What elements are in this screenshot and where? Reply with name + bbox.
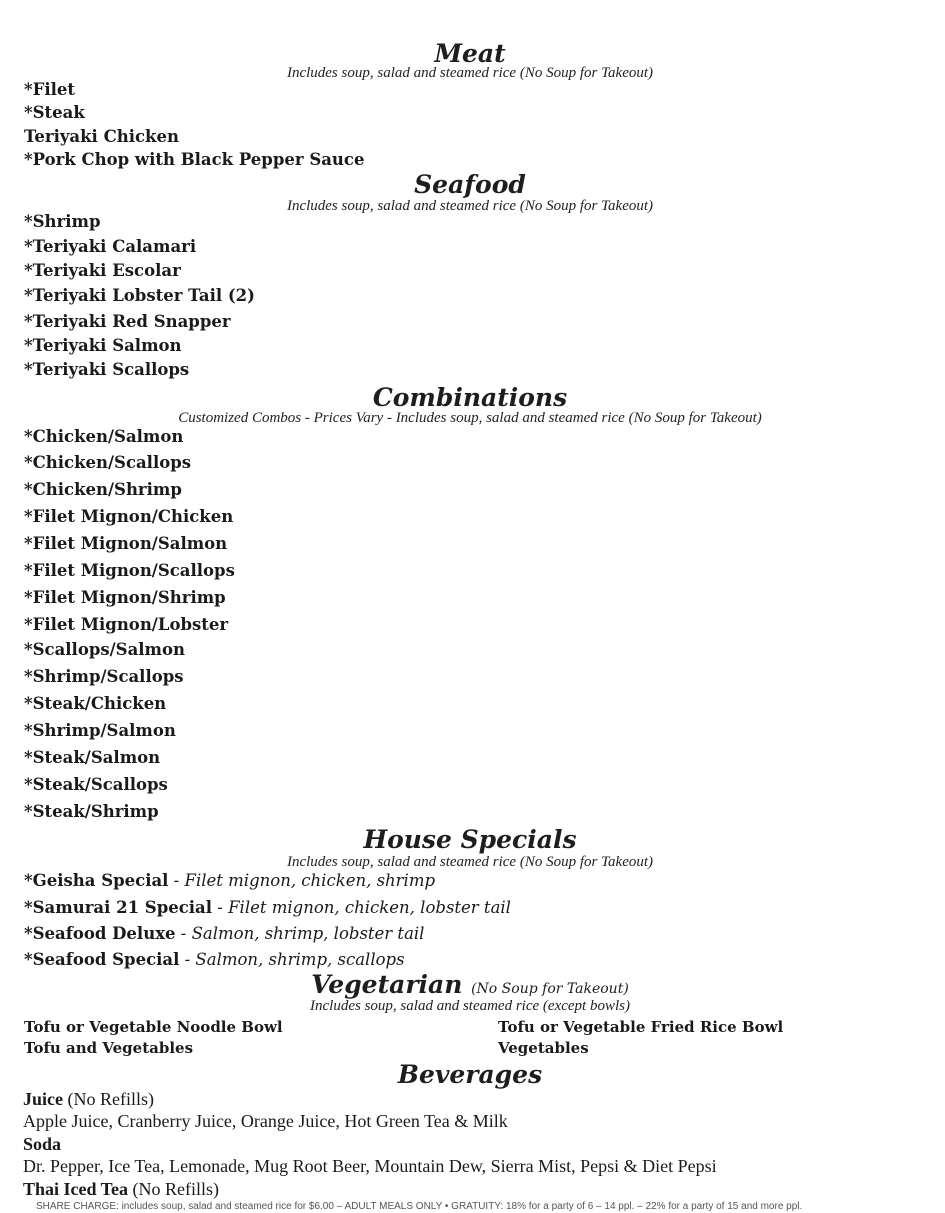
- meat-item-filet: *Filet: [24, 80, 75, 99]
- special-desc: - Salmon, shrimp, lobster tail: [175, 924, 425, 943]
- veg-item-noodle-bowl: Tofu or Vegetable Noodle Bowl: [24, 1018, 283, 1036]
- combo-item: *Filet Mignon/Chicken: [24, 507, 234, 526]
- vegetarian-title-note: (No Soup for Takeout): [471, 981, 629, 997]
- seafood-subtitle: Includes soup, salad and steamed rice (No Soup for Takeout): [286, 198, 654, 214]
- seafood-item-lobster-tail: *Teriyaki Lobster Tail (2): [24, 286, 255, 305]
- combo-item: *Steak/Salmon: [24, 748, 161, 767]
- special-desc: - Filet mignon, chicken, lobster tail: [212, 898, 511, 917]
- combo-item: *Scallops/Salmon: [24, 640, 186, 659]
- meat-item-pork-chop: *Pork Chop with Black Pepper Sauce: [24, 150, 365, 169]
- combo-item: *Chicken/Salmon: [24, 427, 184, 446]
- combo-item: *Steak/Chicken: [24, 694, 167, 713]
- meat-subtitle: Includes soup, salad and steamed rice (No Soup for Takeout): [286, 65, 654, 81]
- share-charge-footer: SHARE CHARGE: includes soup, salad and steamed rice for $6.00 – ADULT MEALS ONLY • GRATUITY: 18% for a party of 6 – 14 ppl. – 22% for a party of 15 and more ppl.: [36, 1201, 803, 1212]
- vegetarian-subtitle: Includes soup, salad and steamed rice (except bowls): [310, 998, 630, 1014]
- combo-item: *Steak/Shrimp: [24, 802, 159, 821]
- special-item-samurai: [24, 898, 511, 918]
- combo-item: *Shrimp/Scallops: [24, 667, 184, 686]
- combo-item: *Steak/Scallops: [24, 775, 168, 794]
- combo-item: *Shrimp/Salmon: [24, 721, 176, 740]
- combo-item: *Filet Mignon/Shrimp: [24, 588, 226, 607]
- special-name: *Seafood Deluxe: [24, 924, 176, 943]
- combinations-heading: Combinations: [372, 383, 568, 412]
- seafood-item-salmon: *Teriyaki Salmon: [24, 336, 182, 355]
- special-item-seafood-special: [24, 950, 405, 970]
- combo-item: *Filet Mignon/Scallops: [24, 561, 235, 580]
- veg-item-fried-rice-bowl: Tofu or Vegetable Fried Rice Bowl: [498, 1018, 784, 1036]
- special-desc: - Filet mignon, chicken, shrimp: [168, 871, 436, 890]
- soda-title: Soda: [23, 1134, 62, 1154]
- meat-item-teriyaki-chicken: Teriyaki Chicken: [24, 127, 179, 146]
- combo-item: *Filet Mignon/Salmon: [24, 534, 228, 553]
- juice-note: (No Refills): [63, 1089, 154, 1109]
- combinations-subtitle: Customized Combos - Prices Vary - Includes soup, salad and steamed rice (No Soup for Takeout): [178, 410, 762, 426]
- soda-list: Dr. Pepper, Ice Tea, Lemonade, Mug Root Beer, Mountain Dew, Sierra Mist, Pepsi & Diet Pepsi: [23, 1156, 717, 1176]
- beverages-heading: Beverages: [397, 1060, 543, 1089]
- special-name: *Seafood Special: [24, 950, 180, 969]
- combo-item: *Chicken/Shrimp: [24, 480, 182, 499]
- seafood-item-shrimp: *Shrimp: [24, 212, 101, 231]
- meat-heading: Meat: [434, 39, 506, 68]
- seafood-item-scallops: *Teriyaki Scallops: [24, 360, 190, 379]
- special-item-geisha: [24, 871, 435, 891]
- seafood-item-red-snapper: *Teriyaki Red Snapper: [24, 312, 231, 331]
- seafood-heading: Seafood: [414, 170, 526, 199]
- special-desc: - Salmon, shrimp, scallops: [179, 950, 405, 969]
- combo-item: *Chicken/Scallops: [24, 453, 192, 472]
- special-name: *Geisha Special: [24, 871, 169, 890]
- special-name: *Samurai 21 Special: [24, 898, 213, 917]
- special-item-seafood-deluxe: [24, 924, 424, 944]
- thai-iced-tea-title: Thai Iced Tea: [23, 1179, 129, 1199]
- soda-line: [23, 1134, 61, 1155]
- juice-line: [23, 1089, 154, 1110]
- thai-iced-tea-line: [23, 1179, 219, 1200]
- vegetarian-title: Vegetarian: [311, 970, 463, 999]
- veg-item-tofu-vegetables: Tofu and Vegetables: [24, 1039, 194, 1057]
- juice-list: Apple Juice, Cranberry Juice, Orange Juice, Hot Green Tea & Milk: [23, 1111, 508, 1131]
- meat-item-steak: *Steak: [24, 103, 85, 122]
- combo-item: *Filet Mignon/Lobster: [24, 615, 229, 634]
- veg-item-vegetables: Vegetables: [498, 1039, 589, 1057]
- seafood-item-escolar: *Teriyaki Escolar: [24, 261, 181, 280]
- house-specials-subtitle: Includes soup, salad and steamed rice (No Soup for Takeout): [286, 854, 654, 870]
- thai-iced-tea-note: (No Refills): [128, 1179, 220, 1199]
- juice-title: Juice: [23, 1089, 63, 1109]
- house-specials-heading: House Specials: [363, 825, 577, 854]
- seafood-item-calamari: *Teriyaki Calamari: [24, 237, 197, 256]
